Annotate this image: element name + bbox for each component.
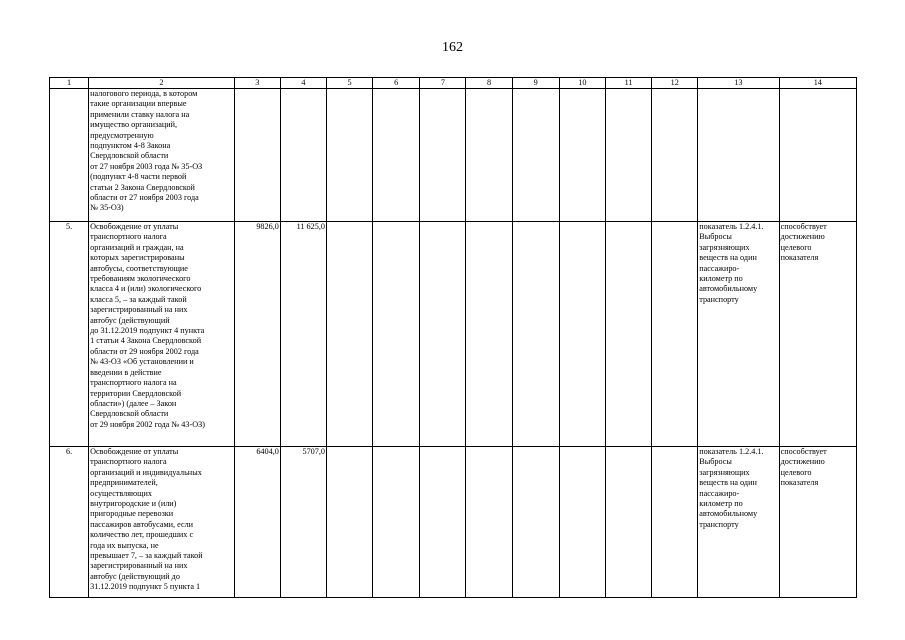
- value-col4: 11 625,0: [280, 222, 326, 447]
- column-header: 7: [420, 78, 466, 89]
- value-col4: 5707,0: [280, 447, 326, 598]
- empty-cell: [512, 447, 559, 598]
- empty-cell: [466, 89, 512, 222]
- indicator-cell: показатель 1.2.4.1. Выбросы загрязняющих веществ на один пассажиро- километр по автомобильному транспорту: [698, 447, 779, 598]
- benefit-description: налогового периода, в котором такие организации впервые применили ставку налога на имущество организаций, предусмотренную подпунктом 4-8 Закона Свердловской области от 27 ноября 2003 года № 35-ОЗ (подпункт 4-8 части первой статьи 2 Закона Свердловской области от 27 ноября 2003 года № 35-ОЗ): [89, 89, 235, 222]
- value-col3: 9826,0: [234, 222, 280, 447]
- indicator-cell: [698, 89, 779, 222]
- column-header: 10: [559, 78, 605, 89]
- row-number: [50, 89, 89, 222]
- column-header-row: [50, 78, 857, 89]
- empty-cell: [420, 89, 466, 222]
- table-row: [50, 89, 857, 222]
- empty-cell: [559, 89, 605, 222]
- empty-cell: [420, 222, 466, 447]
- value-col3: [234, 89, 280, 222]
- empty-cell: [326, 89, 372, 222]
- empty-cell: [373, 222, 420, 447]
- column-header: 12: [652, 78, 698, 89]
- empty-cell: [605, 222, 651, 447]
- benefit-description: Освобождение от уплаты транспортного налога организаций и граждан, на которых зарегистрированы автобусы, соответствующие требованиям экологического класса 4 и (или) экологического класса 5, – за каждый такой зарегистрированный на них автобус (действующий до 31.12.2019 подпункт 4 пункта 1 статьи 4 Закона Свердловской области от 29 ноября 2002 года № 43-ОЗ «Об установлении и введении в действие транспортного налога на территории Свердловской области») (далее – Закон Свердловской области от 29 ноября 2002 года № 43-ОЗ): [89, 222, 235, 447]
- column-header: 5: [326, 78, 372, 89]
- benefits-table: [49, 77, 857, 598]
- column-header: 4: [280, 78, 326, 89]
- row-number: 6.: [50, 447, 89, 598]
- table-row: [50, 447, 857, 598]
- column-header: 6: [373, 78, 420, 89]
- column-header: 1: [50, 78, 89, 89]
- benefit-description: Освобождение от уплаты транспортного налога организаций и индивидуальных предпринимателей, осуществляющих внутригородские и (или) пригородные перевозки пассажиров автобусами, если количество лет, прошедших с года их выпуска, не превышает 7, – за каждый такой зарегистрированный на них автобус (действующий до 31.12.2019 подпункт 5 пункта 1: [89, 447, 235, 598]
- empty-cell: [605, 89, 651, 222]
- empty-cell: [652, 222, 698, 447]
- indicator-cell: показатель 1.2.4.1. Выбросы загрязняющих веществ на один пассажиро- километр по автомобильному транспорту: [698, 222, 779, 447]
- empty-cell: [420, 447, 466, 598]
- empty-cell: [652, 89, 698, 222]
- table-row: [50, 222, 857, 447]
- empty-cell: [466, 447, 512, 598]
- empty-cell: [605, 447, 651, 598]
- empty-cell: [512, 89, 559, 222]
- empty-cell: [652, 447, 698, 598]
- column-header: 14: [779, 78, 856, 89]
- empty-cell: [512, 222, 559, 447]
- empty-cell: [373, 89, 420, 222]
- effect-cell: способствует достижению целевого показателя: [779, 447, 856, 598]
- empty-cell: [326, 222, 372, 447]
- row-number: 5.: [50, 222, 89, 447]
- empty-cell: [373, 447, 420, 598]
- value-col3: 6404,0: [234, 447, 280, 598]
- column-header: 2: [89, 78, 235, 89]
- empty-cell: [559, 222, 605, 447]
- column-header: 13: [698, 78, 779, 89]
- column-header: 9: [512, 78, 559, 89]
- empty-cell: [559, 447, 605, 598]
- column-header: 3: [234, 78, 280, 89]
- empty-cell: [326, 447, 372, 598]
- effect-cell: [779, 89, 856, 222]
- empty-cell: [466, 222, 512, 447]
- column-header: 8: [466, 78, 512, 89]
- page-number: 162: [442, 40, 463, 55]
- value-col4: [280, 89, 326, 222]
- effect-cell: способствует достижению целевого показателя: [779, 222, 856, 447]
- column-header: 11: [605, 78, 651, 89]
